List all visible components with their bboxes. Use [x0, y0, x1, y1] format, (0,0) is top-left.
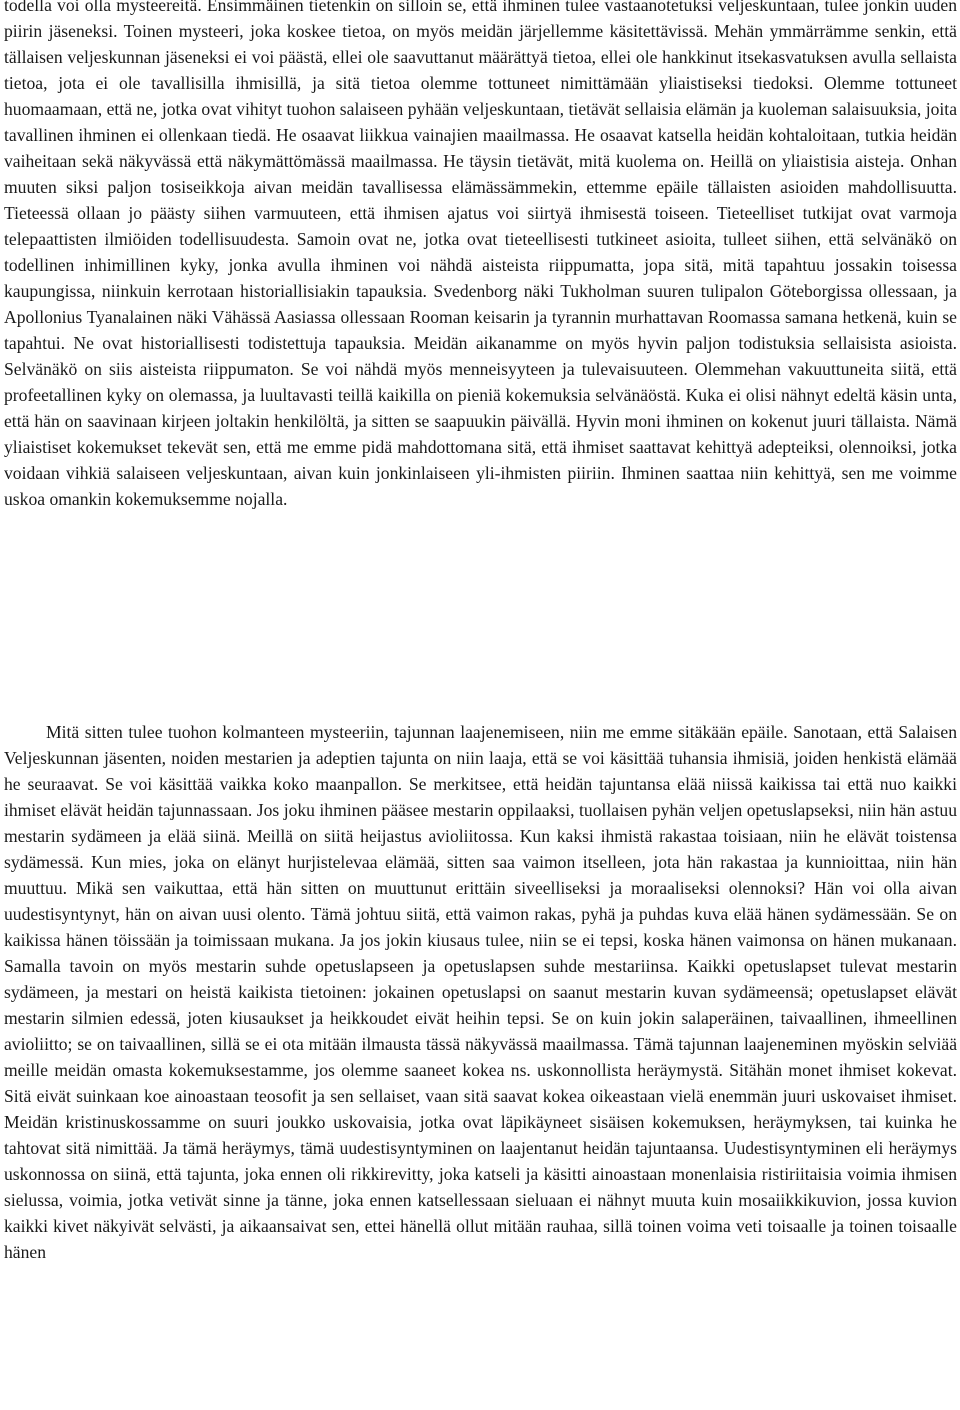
paragraph-consciousness-expansion: Mitä sitten tulee tuohon kolmanteen mysteeriin, tajunnan laajenemiseen, niin me emme sitäkään epäile. Sanotaan, että Salaisen Veljeskunnan jäsenten, noiden mestarien ja adeptien tajunta on niin laaja, että se voi käsittää tuhansia ihmisiä, joiden henkistä elämää he seuraavat. Se voi käsittää vaikka koko maanpallon. Se merkitsee, että heidän tajuntansa elää niissä kaikissa tai että nuo kaikki ihmiset elävät heidän tajunnassaan. Jos joku ihminen pääsee mestarin oppilaaksi, tuollaisen pyhän veljen opetuslapseksi, niin hän astuu mestarin sydämeen ja elää siinä. Meillä on siitä heijastus avioliitossa. Kun kaksi ihmistä rakastaa toisiaan, niin he elävät toistensa sydämessä. Kun mies, joka on elänyt hurjistelevaa elämää, sitten saa vaimon itselleen, jota hän rakastaa ja kunnioittaa, niin hän muuttuu. Mikä sen vaikuttaa, että hän sitten on muuttunut erittäin siveelliseksi ja moraaliseksi olennoksi? Hän voi olla aivan uudestisyntynyt, hän on aivan uusi olento. Tämä johtuu siitä, että vaimon rakas, pyhä ja puhdas kuva elää hänen sydämessään. Se on kaikissa hänen töissään ja toimissaan mukana. Ja jos jokin kiusaus tulee, niin se ei tepsi, koska hänen vaimonsa on hänen mukanaan. Samalla tavoin on myös mestarin suhde opetuslapseen ja opetuslapsen suhde mestariinsa. Kaikki opetuslapset tulevat mestarin sydämeen, ja mestari on heistä kaikista tietoinen: jokainen opetuslapsi on saanut mestarin kuvan sydämeensä; opetuslapset elävät mestarin silmien edessä, joten kiusaukset ja heikkoudet eivät heihin tepsi. Se on kuin jokin salaperäinen, taivaallinen, ihmeellinen avioliitto; se on taivaallinen, sillä se ei ota mitään ilmausta tässä näkyvässä maailmassa. Tämä tajunnan laajeneminen myöskin selviää meille meidän omasta kokemuksestamme, jos olemme saaneet kokea ns. uskonnollista heräymystä. Sitähän monet ihmiset kokevat. Sitä eivät suinkaan koe ainoastaan teosofit ja sen sellaiset, vaan sitä saavat kokea oikeastaan vielä enemmän juuri uskovaiset ihmiset. Meidän kristinuskossamme on suuri joukko uskovaisia, jotka ovat läpikäyneet sisäisen kokemuksen, heräymyksen, tai kuinka he tahtovat sitä nimittää. Ja tämä heräymys, tämä uudestisyntyminen on laajentanut heidän tajuntaansa. Uudestisyntyminen eli heräymys uskonnossa on siinä, että tajunta, joka ennen oli rikkirevitty, joka katseli ja käsitti ainoastaan monenlaisia ristiriitaisia voimia ihmisen sielussa, voimia, jotka vetivät sinne ja tänne, joka ennen katsellessaan sieluaan ei nähnyt muuta kuin mosaiikkikuvion, jossa kuvion kaikki kivet näkyivät selvästi, ja aikaansaivat sen, ettei hänellä ollut mitään rauhaa, sillä toinen voima veti toisaalle ja toinen toisaalle hänen [4, 722, 957, 1262]
paragraph-mysteries-knowledge: todella voi olla mysteereitä. Ensimmäinen tietenkin on silloin se, että ihminen tulee vastaanotetuksi veljeskuntaan, tulee jonkin uuden piirin jäseneksi. Toinen mysteeri, joka koskee tietoa, on myös meidän järjellemme käsitettävissä. Mehän ymmärrämme senkin, että tällaisen veljeskunnan jäseneksi ei voi päästä, ellei ole saavuttanut määrättyä tietoa, ellei ole hankkinut itsekasvatuksen avulla sellaista tietoa, jota ei ole tavallisilla ihmisillä, ja sitä tietoa olemme tottuneet nimittämään yliaistiseksi tiedoksi. Olemme tottuneet huomaamaan, että ne, jotka ovat vihityt tuohon salaiseen pyhään veljeskuntaan, tietävät sellaisia elämän ja kuoleman salaisuuksia, joita tavallinen ihminen ei ollenkaan tiedä. He osaavat liikkua vainajien maailmassa. He osaavat katsella heidän kohtaloitaan, tutkia heidän vaiheitaan sekä näkyvässä että näkymättömässä maailmassa. He täysin tietävät, mitä kuolema on. Heillä on yliaistisia aisteja. Onhan muuten siksi paljon tosiseikkoja aivan meidän tavallisessa elämässämmekin, ettemme epäile tällaisten asioiden mahdollisuutta. Tieteessä ollaan jo päästy siihen varmuuteen, että ihmisen ajatus voi siirtyä ihmisestä toiseen. Tieteelliset tutkijat ovat varmoja telepaattisten ilmiöiden todellisuudesta. Samoin ovat ne, jotka ovat tieteellisesti tutkineet asioita, tulleet siihen, että selvänäkö on todellinen inhimillinen kyky, jonka avulla ihminen voi nähdä aisteista riippumatta, jopa sitä, mitä tapahtuu jossakin toisessa kaupungissa, niinkuin kerrotaan historiallisiakin tapauksia. Svedenborg näki Tukholman suuren tulipalon Göteborgissa ollessaan, ja Apollonius Tyanalainen näki Vähässä Aasiassa ollessaan Rooman keisarin ja tyrannin murhattavan Roomassa samana hetkenä, kuin se tapahtui. Ne ovat historiallisesti todistettuja tapauksia. Meidän aikanamme on myös hyvin paljon todistuksia sellaisista asioista. Selvänäkö on siis aisteista riippumaton. Se voi nähdä myös menneisyyteen ja tulevaisuuteen. Olemmehan vakuuttuneita siitä, että profeetallinen kyky on olemassa, ja luultavasti teillä kaikilla on pieniä kokemuksia selvänäöstä. Kuka ei olisi nähnyt edeltä käsin unta, että hän on saavinaan kirjeen joltakin henkilöltä, ja sitten se saapuukin päivällä. Hyvin moni ihminen on kokenut juuri tällaista. Nämä yliaistiset kokemukset tekevät sen, että me emme pidä mahdottomana sitä, että ihmiset saattavat kehittyä adepteiksi, olennoiksi, jotka voidaan vihkiä salaiseen veljeskuntaan, aivan kuin jonkinlaiseen yli-ihmisten piiriin. Ihminen saattaa niin kehittyä, sen me voimme uskoa omankin kokemuksemme nojalla. [4, 0, 957, 509]
